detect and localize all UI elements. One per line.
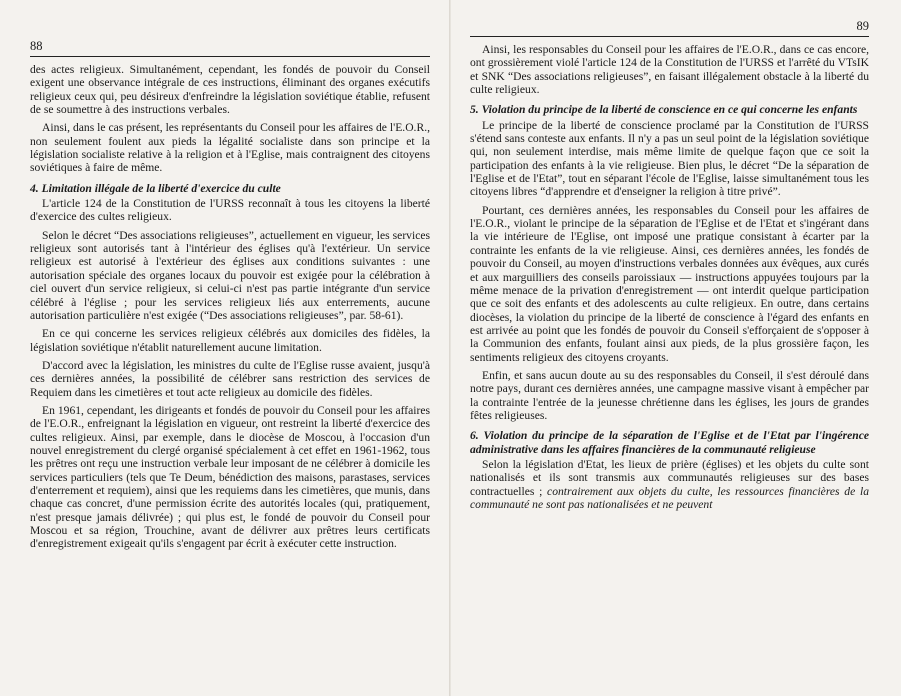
page-number: 88 xyxy=(30,39,43,53)
left-page-body xyxy=(30,63,430,551)
section-heading: 5. Violation du principe de la liberté de conscience en ce qui concerne les enfants xyxy=(470,103,858,117)
right-page-header xyxy=(470,16,869,37)
paragraph: En ce qui concerne les services religieux célébrés aux domiciles des fidèles, la législation soviétique n'établit naturellement aucune limitation. xyxy=(30,327,430,354)
paragraph: D'accord avec la législation, les ministres du culte de l'Eglise russe avaient, jusqu'à ces dernières années, la possibilité de célébrer sans restriction des services de Requiem dans les cimetières et tout acte religieux au domicile des fidèles. xyxy=(30,358,430,399)
right-page xyxy=(450,0,901,696)
paragraph: L'article 124 de la Constitution de l'URSS reconnaît à tous les citoyens la liberté d'exercice des cultes religieux. xyxy=(30,197,430,224)
page-number: 89 xyxy=(856,19,869,33)
paragraph: des actes religieux. Simultanément, cependant, les fondés de pouvoir du Conseil exigent une observance intégrale de ces instructions, éliminant des organes exécutifs religieux ceux qui, peu désireux d'enfreindre la législation soviétique établie, refusent de se soumettre à des instructions verbales. xyxy=(30,63,430,117)
paragraph: En 1961, cependant, les dirigeants et fondés de pouvoir du Conseil pour les affaires de l'E.O.R., enfreignant la législation en vigueur, ont restreint la liberté d'exercice des cultes religieux. Ainsi, par exemple, dans le diocèse de Moscou, à l'occasion d'un nouvel enregistrement du clergé organisé spécialement à cet effet en 1961-1962, tous les prêtres ont reçu une instruction verbale leur imposant de ne célébrer à domicile les services particuliers (tels que Te Deum, bénédiction des maisons, parastases, services d'enterrement et requiem), ainsi que les requiems dans les cimetières, que munis, dans chaque cas concret, d'une permission écrite des autorités locales (qui, pratiquement, n'est presque jamais délivrée) ; qui plus est, le fondé de pouvoir du Conseil pour Moscou et sa région, Trouchine, avant de délivrer aux prêtres leurs certificats d'enregistrement exigeait qu'ils s'engagent par écrit à exécuter cette instruction. xyxy=(30,403,430,551)
paragraph-text: Selon la législation d'Etat, les lieux de prière (églises) et les objets du culte sont nationalisés et ils sont transmis aux communautés religieuses sur des bases contractuelles ; xyxy=(470,457,869,498)
paragraph: Le principe de la liberté de conscience proclamé par la Constitution de l'URSS s'étend sans conteste aux enfants. Il n'y a pas un seul point de la législation soviétique qui, non seulement interdise, mais même limite de quelque façon que ce soit la participation des enfants à la vie religieuse. Bien plus, le décret “De la séparation de l'Eglise et de l'Etat”, tout en séparant l'école de l'Eglise, laisse simultanément tous les citoyens libres “d'apprendre et d'enseigner la religion à titre privé”. xyxy=(470,118,869,199)
paragraph: Pourtant, ces dernières années, les responsables du Conseil pour les affaires de l'E.O.R., violant le principe de la séparation de l'Eglise et de l'Etat et s'ingérant dans la vie intérieure de l'Eglise, ont imposé une pratique consistant à écarter par la contrainte les enfants de la vie religieuse. Ainsi, ces dernières années, les fondés de pouvoir du Conseil, au moyen d'instructions verbales données aux évêques, aux curés et aux marguilliers des conseils paroissiaux — instructions appuyées toujours par la même menace de la privation d'enregistrement — ont interdit quelque participation que ce soit des enfants et des adolescents au culte religieux. En outre, dans certains diocèses, la violation du principe de la liberté de conscience à l'égard des enfants en est arrivée au point que les fondés de pouvoir du Conseil s'efforçaient de s'opposer à la Communion des enfants, foulant ainsi aux pieds, de la plus grossière façon, les sentiments religieux des citoyens croyants. xyxy=(470,203,869,364)
paragraph xyxy=(470,458,869,511)
paragraph: Ainsi, dans le cas présent, les représentants du Conseil pour les affaires de l'E.O.R., non seulement foulent aux pieds la légalité socialiste dans son principe et la législation socialiste relative à la religion et à l'Eglise, mais contraignent des citoyens soviétiques à faire de même. xyxy=(30,121,430,175)
right-page-body xyxy=(470,43,869,456)
section-heading: 4. Limitation illégale de la liberté d'exercice du culte xyxy=(30,181,281,195)
paragraph-text-italic: contrairement aux objets du culte, les ressources financières de la communauté ne sont pas nationalisées et ne peuvent xyxy=(470,484,869,511)
paragraph: Selon le décret “Des associations religieuses”, actuellement en vigueur, les services religieux sont autorisés tant à l'intérieur des églises qu'à l'extérieur. Un service religieux est autorisé à l'extérieur des églises aux conditions suivantes : une autorisation spéciale des organes locaux du pouvoir est exigée pour la célébration à ciel ouvert d'un service religieux, si celui-ci n'est pas partie intégrante d'un service célébré à l'église ; pour les services religieux liés aux enterrements, aucune autorisation particulière n'est exigée (“Des associations religieuses”, par. 58-61). xyxy=(30,228,430,322)
paragraph: Ainsi, les responsables du Conseil pour les affaires de l'E.O.R., dans ce cas encore, ont grossièrement violé l'article 124 de la Constitution de l'URSS et l'arrêté du VTsIK et SNK “Des associations religieuses”, en faisant illégalement obstacle à la liberté du culte religieux. xyxy=(470,43,869,97)
section-heading: 6. Violation du principe de la séparation de l'Eglise et de l'Etat par l'ingérence administrative dans les affaires financières de la communauté religieuse xyxy=(470,429,869,456)
left-page-header xyxy=(30,36,430,57)
left-page xyxy=(0,0,450,696)
paragraph: Enfin, et sans aucun doute au su des responsables du Conseil, il s'est déroulé dans notre pays, durant ces dernières années, une campagne massive visant à empêcher par la contrainte l'entrée de la jeunesse chrétienne dans les églises, les jours de grandes fêtes religieuses. xyxy=(470,368,869,422)
